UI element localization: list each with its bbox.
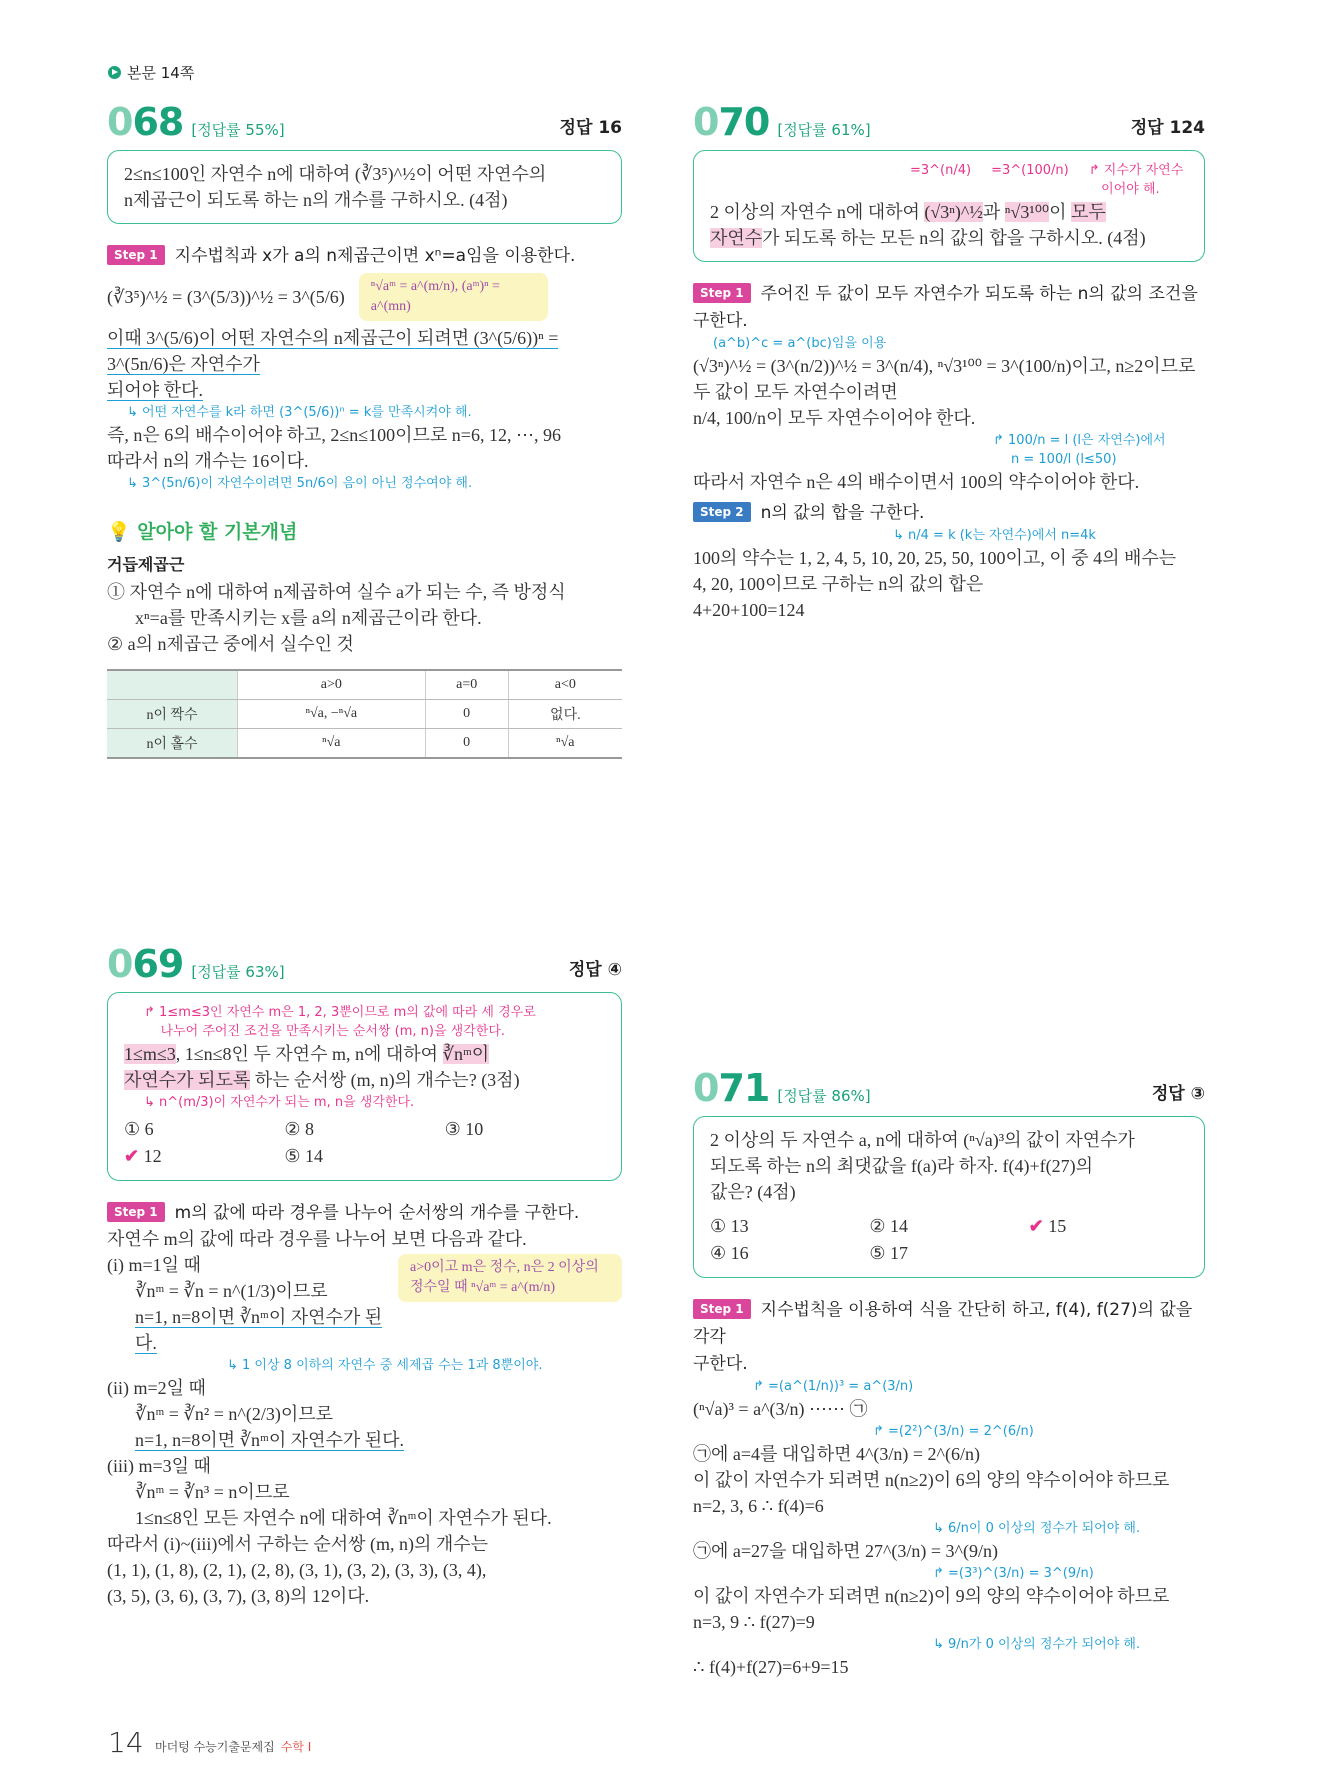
annotation: (a^b)^c = a^(bc)임을 이용: [713, 336, 887, 351]
choice-2[interactable]: ② 8: [284, 1119, 314, 1139]
solution-line: 되어야 한다.: [107, 380, 203, 400]
solution-line: ∴ f(4)+f(27)=6+9=15: [693, 1657, 849, 1677]
solution-line: (3, 5), (3, 6), (3, 7), (3, 8)의 12이다.: [107, 1586, 370, 1606]
question-line: 2 이상의 두 자연수 a, n에 대하여 (ⁿ√a)³의 값이 자연수가: [710, 1130, 1135, 1150]
annotation: ↳ 6/n이 0 이상의 정수가 되어야 해.: [933, 1521, 1141, 1536]
solution-line: (ii) m=2일 때: [107, 1378, 206, 1398]
problem-number: 070: [693, 100, 770, 144]
question-line: n제곱근이 되도록 하는 n의 개수를 구하시오. (4점): [124, 190, 508, 210]
tip-bubble: ⁿ√aᵐ = a^(m/n), (aᵐ)ⁿ = a^(mn): [359, 273, 548, 321]
problem-number: 069: [107, 942, 184, 986]
annotation: ↳ n^(m/3)이 자연수가 되는 m, n을 생각한다.: [144, 1095, 415, 1110]
choice-1[interactable]: ① 13: [710, 1216, 749, 1236]
table-header-row: a>0 a=0 a<0: [107, 670, 622, 700]
solution-line: ∛nᵐ = ∛n³ = n이므로: [135, 1482, 290, 1502]
question-line: 되도록 하는 n의 최댓값을 f(a)라 하자. f(4)+f(27)의: [710, 1156, 1094, 1176]
solution-line: 이때 3^(5/6)이 어떤 자연수의 n제곱근이 되려면 (3^(5/6))ⁿ = 3^(5n/6)은 자연수가: [107, 328, 559, 374]
solution-line: 4, 20, 100이므로 구하는 n의 값의 합은: [693, 574, 984, 594]
solution-line: n/4, 100/n이 모두 자연수이어야 한다.: [693, 408, 976, 428]
correct-rate: [정답률 86%]: [777, 1087, 871, 1105]
annotation: ↱ =(3³)^(3/n) = 3^(9/n): [933, 1566, 1094, 1581]
table-row: n이 홀수 ⁿ√a 0 ⁿ√a: [107, 729, 622, 759]
table-row: n이 짝수 ⁿ√a, −ⁿ√a 0 없다.: [107, 700, 622, 729]
annotation: ↱ 1≤m≤3인 자연수 m은 1, 2, 3뿐이므로 m의 값에 따라 세 경우로 나누어 주어진 조건을 만족시키는 순서쌍 (m, n)을 생각한다.: [144, 1005, 536, 1039]
formula: (√3ⁿ)^½ = (3^(n/2))^½ = 3^(n/4), ⁿ√3¹⁰⁰ = 3^(100/n)이고, n≥2이므로: [693, 356, 1196, 376]
answer: 정답 16: [559, 118, 622, 138]
annotation: ↳ 어떤 자연수를 k라 하면 (3^(5/6))ⁿ = k를 만족시켜야 해.: [127, 405, 472, 420]
solution-line: 이 값이 자연수가 되려면 n(n≥2)이 9의 양의 약수이어야 하므로: [693, 1586, 1170, 1606]
question-box: [107, 992, 622, 1181]
solution-line: (1, 1), (1, 8), (2, 1), (2, 8), (3, 1), (3, 2), (3, 3), (3, 4),: [107, 1560, 487, 1580]
solution-line: (i) m=1일 때: [107, 1255, 201, 1275]
problem-number: 071: [693, 1066, 770, 1110]
concept-item: ① 자연수 n에 대하여 n제곱하여 실수 a가 되는 수, 즉 방정식: [107, 582, 566, 602]
problem-071-heading: [693, 1066, 1205, 1110]
choice-5[interactable]: ⑤ 14: [284, 1146, 323, 1166]
arrow-circle-icon: [108, 66, 121, 79]
book-title: 마더텅 수능기출문제집 수학 I: [155, 1740, 312, 1754]
solution-line: n=1, n=8이면 ∛nᵐ이 자연수가 된다.: [135, 1430, 405, 1450]
question-box: [107, 150, 622, 224]
question-box: [693, 150, 1205, 262]
question-line: 2 이상의 자연수 n에 대하여 (√3ⁿ)^½과 ⁿ√3¹⁰⁰이 모두: [710, 202, 1106, 222]
solution-line: n=1, n=8이면 ∛nᵐ이 자연수가 된다.: [135, 1307, 383, 1353]
page-reference-label: 본문 14쪽: [127, 64, 195, 82]
choice-2[interactable]: ② 14: [869, 1216, 908, 1236]
step-1: Step 1 지수법칙과 x가 a의 n제곱근이면 xⁿ=a임을 이용한다.: [107, 242, 622, 269]
annotation: ↱ 지수가 자연수 이어야 해.: [1088, 163, 1184, 197]
problem-070-heading: [693, 100, 1205, 144]
correct-rate: [정답률 63%]: [191, 963, 285, 981]
problem-069-heading: [107, 942, 622, 986]
solution-line: ∛nᵐ = ∛n = n^(1/3)이므로: [135, 1281, 328, 1301]
column-left-bottom: [107, 942, 622, 1609]
concept-heading: 💡 알아야 할 기본개념: [107, 521, 298, 543]
checkmark-icon: ✔: [124, 1146, 140, 1166]
lightbulb-icon: 💡: [107, 521, 131, 543]
solution-line: 따라서 자연수 n은 4의 배수이면서 100의 약수이어야 한다.: [693, 472, 1140, 492]
page-number: 14: [108, 1726, 144, 1759]
solution-line: ㉠에 a=4를 대입하면 4^(3/n) = 2^(6/n): [693, 1444, 980, 1464]
solution-line: (iii) m=3일 때: [107, 1456, 211, 1476]
question-box: [693, 1116, 1205, 1278]
choice-4[interactable]: ✔ 12: [124, 1146, 162, 1166]
question-line: 자연수가 되도록 하는 순서쌍 (m, n)의 개수는? (3점): [124, 1070, 520, 1090]
answer: 정답 ③: [1151, 1084, 1205, 1104]
solution-line: 따라서 (i)~(iii)에서 구하는 순서쌍 (m, n)의 개수는: [107, 1534, 489, 1554]
checkmark-icon: ✔: [1028, 1216, 1044, 1236]
solution-line: ∛nᵐ = ∛n² = n^(2/3)이므로: [135, 1404, 334, 1424]
annotation: =3^(n/4): [910, 163, 972, 178]
solution-line: 이 값이 자연수가 되려면 n(n≥2)이 6의 양의 약수이어야 하므로: [693, 1470, 1170, 1490]
question-line: 2≤n≤100인 자연수 n에 대하여 (∛3⁵)^½이 어떤 자연수의: [124, 164, 547, 184]
step-1-continued: 구한다.: [693, 1354, 748, 1374]
annotation-row: [710, 161, 1188, 199]
solution-line: n=3, 9 ∴ f(27)=9: [693, 1612, 815, 1632]
annotation: n = 100/l (l≤50): [1011, 452, 1117, 467]
solution-line: 두 값이 모두 자연수이려면: [693, 382, 898, 402]
answer: 정답 124: [1130, 118, 1205, 138]
correct-rate: [정답률 61%]: [777, 121, 871, 139]
choice-4[interactable]: ④ 16: [710, 1243, 749, 1263]
correct-rate: [정답률 55%]: [191, 121, 285, 139]
solution-line: 즉, n은 6의 배수이어야 하고, 2≤n≤100이므로 n=6, 12, ⋯, 96: [107, 425, 561, 445]
solution-line: 자연수 m의 값에 따라 경우를 나누어 보면 다음과 같다.: [107, 1229, 527, 1249]
problem-068-heading: [107, 100, 622, 144]
concept-subtitle: 거듭제곱근: [107, 555, 185, 574]
column-right-top: [693, 100, 1205, 623]
choice-1[interactable]: ① 6: [124, 1119, 154, 1139]
solution-line: 100의 약수는 1, 2, 4, 5, 10, 20, 25, 50, 100이고, 이 중 4의 배수는: [693, 548, 1177, 568]
question-line: 1≤m≤3, 1≤n≤8인 두 자연수 m, n에 대하여 ∛nᵐ이: [124, 1044, 490, 1064]
solution-line: ㉠에 a=27을 대입하면 27^(3/n) = 3^(9/n): [693, 1541, 998, 1561]
step-2: Step 2 n의 값의 합을 구한다.: [693, 499, 1205, 526]
question-line: 값은? (4점): [710, 1182, 796, 1202]
solution-line: n=2, 3, 6 ∴ f(4)=6: [693, 1496, 824, 1516]
solution-line: (ⁿ√a)³ = a^(3/n) ⋯⋯ ㉠: [693, 1399, 868, 1419]
annotation: ↱ =(a^(1/n))³ = a^(3/n): [753, 1379, 914, 1394]
solution-line: 따라서 n의 개수는 16이다.: [107, 451, 309, 471]
annotation: ↱ =(2²)^(3/n) = 2^(6/n): [873, 1424, 1034, 1439]
formula-row: [107, 273, 622, 321]
annotation: ↳ n/4 = k (k는 자연수)에서 n=4k: [893, 528, 1096, 543]
answer: 정답 ④: [568, 960, 622, 980]
step-1: Step 1 주어진 두 값이 모두 자연수가 되도록 하는 n의 값의 조건을: [693, 280, 1205, 307]
choice-3[interactable]: ③ 10: [444, 1119, 484, 1139]
question-line: 자연수가 되도록 하는 모든 n의 값의 합을 구하시오. (4점): [710, 228, 1146, 248]
annotation: ↳ 9/n가 0 이상의 정수가 되어야 해.: [933, 1637, 1141, 1652]
step-1: Step 1 지수법칙을 이용하여 식을 간단히 하고, f(4), f(27)의 값을 각각: [693, 1300, 1193, 1347]
formula: (∛3⁵)^½ = (3^(5/3))^½ = 3^(5/6): [107, 287, 345, 307]
annotation: =3^(100/n): [991, 163, 1069, 178]
problem-number: 068: [107, 100, 184, 144]
column-left-top: [107, 100, 622, 759]
concept-item: xⁿ=a를 만족시키는 x를 a의 n제곱근이라 한다.: [135, 608, 482, 628]
annotation: ↳ 1 이상 8 이하의 자연수 중 세제곱 수는 1과 8뿐이야.: [227, 1358, 543, 1373]
solution-line: 4+20+100=124: [693, 600, 805, 620]
nth-root-table: [107, 669, 622, 759]
choices: [124, 1116, 605, 1170]
column-right-bottom: [693, 1066, 1205, 1680]
choice-5[interactable]: ⑤ 17: [869, 1243, 908, 1263]
annotation: ↱ 100/n = l (l은 자연수)에서: [993, 433, 1166, 448]
concept-item: ② a의 n제곱근 중에서 실수인 것: [107, 634, 354, 654]
choice-3[interactable]: ✔ 15: [1028, 1216, 1067, 1236]
page-reference: [108, 62, 194, 83]
choices: [710, 1213, 1188, 1267]
step-1: Step 1 m의 값에 따라 경우를 나누어 순서쌍의 개수를 구한다.: [107, 1199, 622, 1226]
tip-bubble: a>0이고 m은 정수, n은 2 이상의 정수일 때 ⁿ√aᵐ = a^(m/n): [398, 1254, 622, 1302]
annotation: ↳ 3^(5n/6)이 자연수이려면 5n/6이 음이 아닌 정수여야 해.: [127, 476, 473, 491]
solution-line: 1≤n≤8인 모든 자연수 n에 대하여 ∛nᵐ이 자연수가 된다.: [135, 1508, 552, 1528]
step-1-continued: 구한다.: [693, 311, 748, 331]
